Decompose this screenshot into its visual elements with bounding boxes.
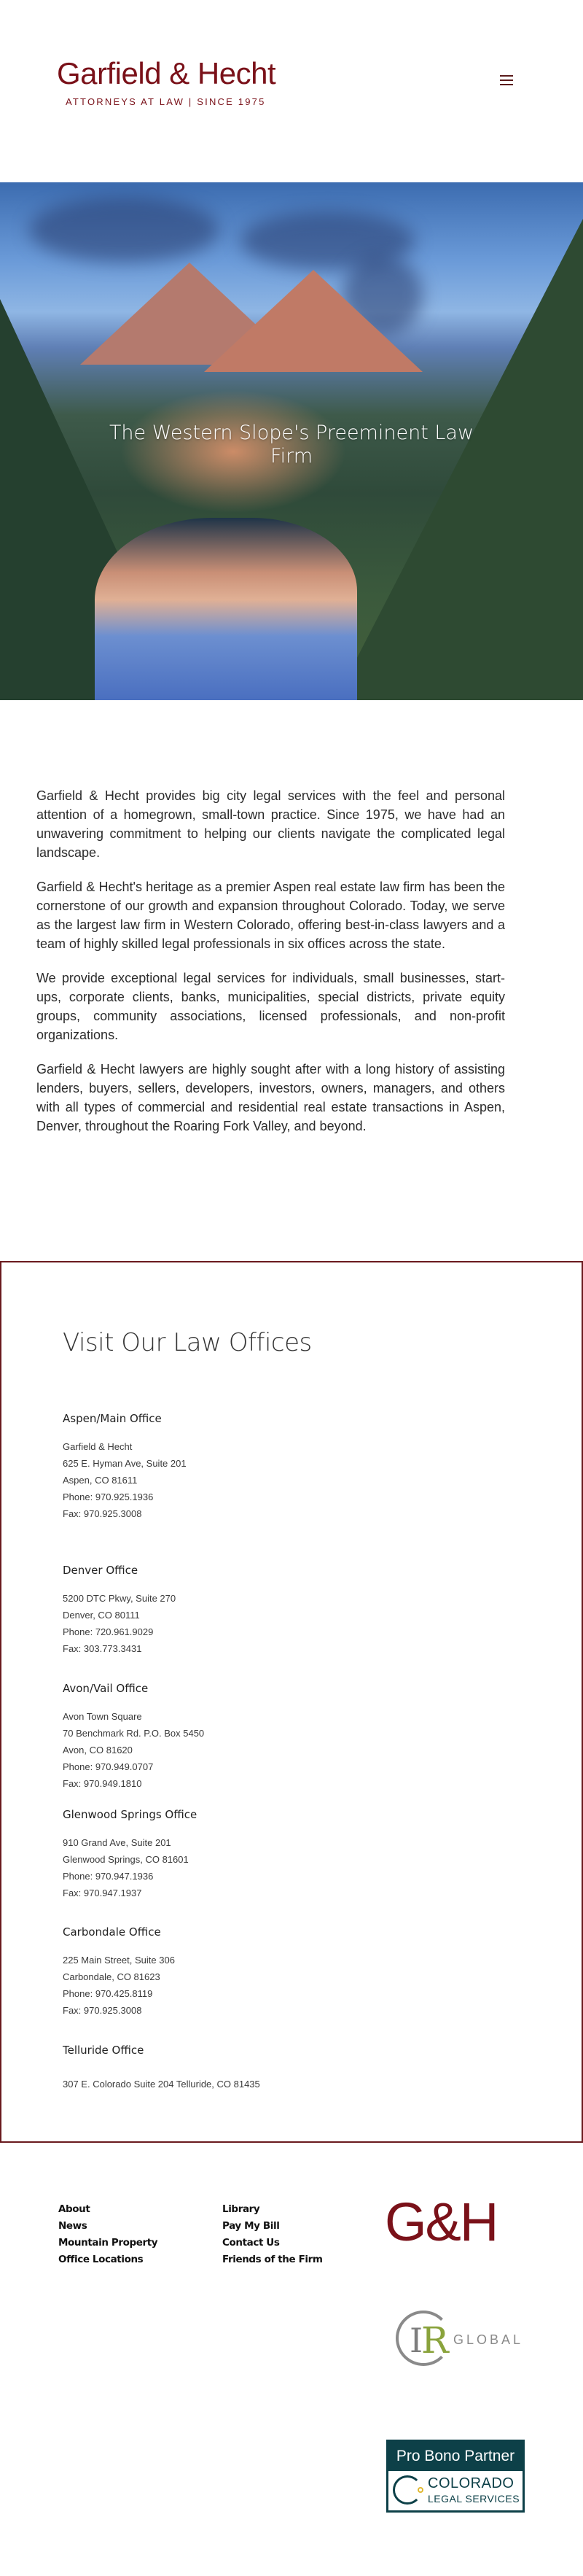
irglobal-letter-i: I — [410, 2321, 423, 2360]
footer-link-pay-my-bill[interactable]: Pay My Bill — [222, 2220, 280, 2232]
office-name: Avon/Vail Office — [63, 1682, 149, 1695]
logo-name: Garfield & Hecht — [57, 56, 276, 90]
intro-paragraph: Garfield & Hecht provides big city legal services with the feel and personal attention of a homegrown, small-town practice. Since 1975, we have had an unwavering commitment to helping our clients navigate the complicated legal landscape. — [36, 788, 505, 860]
footer-link-contact-us[interactable]: Contact Us — [222, 2237, 280, 2249]
office-city: Aspen, CO 81611 — [63, 1475, 138, 1486]
irglobal-logo[interactable] — [394, 2311, 524, 2369]
menu-bar — [500, 75, 513, 77]
footer-link-news[interactable]: News — [58, 2220, 87, 2232]
colorado-legal-services-logo — [388, 2471, 523, 2510]
irglobal-letter-r: R — [421, 2319, 449, 2362]
office-name: Telluride Office — [63, 2044, 144, 2057]
site-header — [0, 0, 583, 182]
office-fax: Fax: 970.949.1810 — [63, 1778, 142, 1789]
office-carbondale — [63, 1925, 175, 2019]
offices-title: Visit Our Law Offices — [63, 1328, 312, 1357]
office-fax: Fax: 970.947.1937 — [63, 1888, 142, 1898]
footer-link-office-locations[interactable]: Office Locations — [58, 2254, 144, 2265]
irglobal-word: GLOBAL — [453, 2332, 524, 2347]
logo-tagline: ATTORNEYS AT LAW | SINCE 1975 — [66, 96, 266, 107]
office-phone[interactable]: Phone: 970.947.1936 — [63, 1871, 154, 1882]
office-phone[interactable]: Phone: 970.949.0707 — [63, 1761, 154, 1772]
office-address: 70 Benchmark Rd. P.O. Box 5450 — [63, 1728, 205, 1739]
office-aspen — [63, 1412, 187, 1522]
intro-section — [36, 786, 505, 1151]
menu-bar — [500, 84, 513, 85]
office-address: 5200 DTC Pkwy, Suite 270 — [63, 1593, 176, 1604]
pro-bono-title: Pro Bono Partner — [388, 2442, 523, 2471]
lake-reflection — [95, 518, 357, 700]
footer-column-1 — [58, 2201, 157, 2268]
office-denver — [63, 1564, 176, 1657]
office-phone[interactable]: Phone: 970.425.8119 — [63, 1988, 153, 1999]
office-city: Glenwood Springs, CO 81601 — [63, 1854, 189, 1865]
cloud-shape — [29, 197, 219, 263]
office-address: 625 E. Hyman Ave, Suite 201 — [63, 1458, 187, 1469]
office-line: Avon Town Square — [63, 1711, 142, 1722]
office-name: Glenwood Springs Office — [63, 1808, 197, 1821]
cls-line-1: COLORADO — [428, 2475, 514, 2491]
office-telluride — [63, 2044, 260, 2092]
office-name: Carbondale Office — [63, 1925, 161, 1939]
office-fax: Fax: 970.925.3008 — [63, 2005, 142, 2016]
office-line: Garfield & Hecht — [63, 1441, 133, 1452]
sun-dot-icon — [418, 2487, 423, 2493]
office-phone[interactable]: Phone: 970.925.1936 — [63, 1491, 154, 1502]
footer-link-mountain-property[interactable]: Mountain Property — [58, 2237, 158, 2249]
office-address: 225 Main Street, Suite 306 — [63, 1955, 175, 1966]
office-phone[interactable]: Phone: 720.961.9029 — [63, 1626, 154, 1637]
office-address: 910 Grand Ave, Suite 201 — [63, 1837, 171, 1848]
office-glenwood-springs — [63, 1808, 197, 1901]
office-name: Aspen/Main Office — [63, 1412, 162, 1425]
office-city: Carbondale, CO 81623 — [63, 1971, 160, 1982]
office-address: 307 E. Colorado Suite 204 Telluride, CO 81435 — [63, 2079, 260, 2090]
intro-paragraph: Garfield & Hecht lawyers are highly sought after with a long history of assisting lenders, buyers, sellers, developers, investors, owners, managers, and others with all types of commercial and residential real estate transactions in Aspen, Denver, throughout the Roaring Fork Valley, and beyond. — [36, 1062, 505, 1133]
office-fax: Fax: 970.925.3008 — [63, 1508, 142, 1519]
footer-link-friends-of-the-firm[interactable]: Friends of the Firm — [222, 2254, 323, 2265]
office-name: Denver Office — [63, 1564, 138, 1577]
hero-banner — [0, 182, 583, 700]
footer-column-2 — [222, 2201, 323, 2268]
office-avon-vail — [63, 1682, 204, 1792]
gh-monogram-logo[interactable]: G&H — [385, 2192, 498, 2252]
intro-paragraph: We provide exceptional legal services for individuals, small businesses, start-ups, corporate clients, banks, municipalities, special districts, private equity groups, community associations, licensed professionals, and non-profit organizations. — [36, 971, 505, 1042]
pro-bono-partner-badge[interactable] — [386, 2440, 525, 2513]
cls-line-2: LEGAL SERVICES — [428, 2493, 520, 2505]
menu-bar — [500, 79, 513, 81]
offices-section — [0, 1261, 583, 2143]
site-logo[interactable] — [57, 57, 275, 107]
hamburger-menu-icon[interactable] — [500, 75, 513, 87]
office-city: Avon, CO 81620 — [63, 1745, 133, 1756]
intro-paragraph: Garfield & Hecht's heritage as a premier Aspen real estate law firm has been the cornerstone of our growth and expansion throughout Colorado. Today, we serve as the largest law firm in Western Colorado, offering best-in-class lawyers and a team of highly skilled legal professionals in six offices across the state. — [36, 880, 505, 951]
footer-link-about[interactable]: About — [58, 2203, 90, 2215]
hero-title: The Western Slope's Preeminent Law Firm — [109, 422, 474, 468]
office-fax: Fax: 303.773.3431 — [63, 1643, 142, 1654]
footer-link-library[interactable]: Library — [222, 2203, 260, 2215]
office-city: Denver, CO 80111 — [63, 1610, 140, 1621]
